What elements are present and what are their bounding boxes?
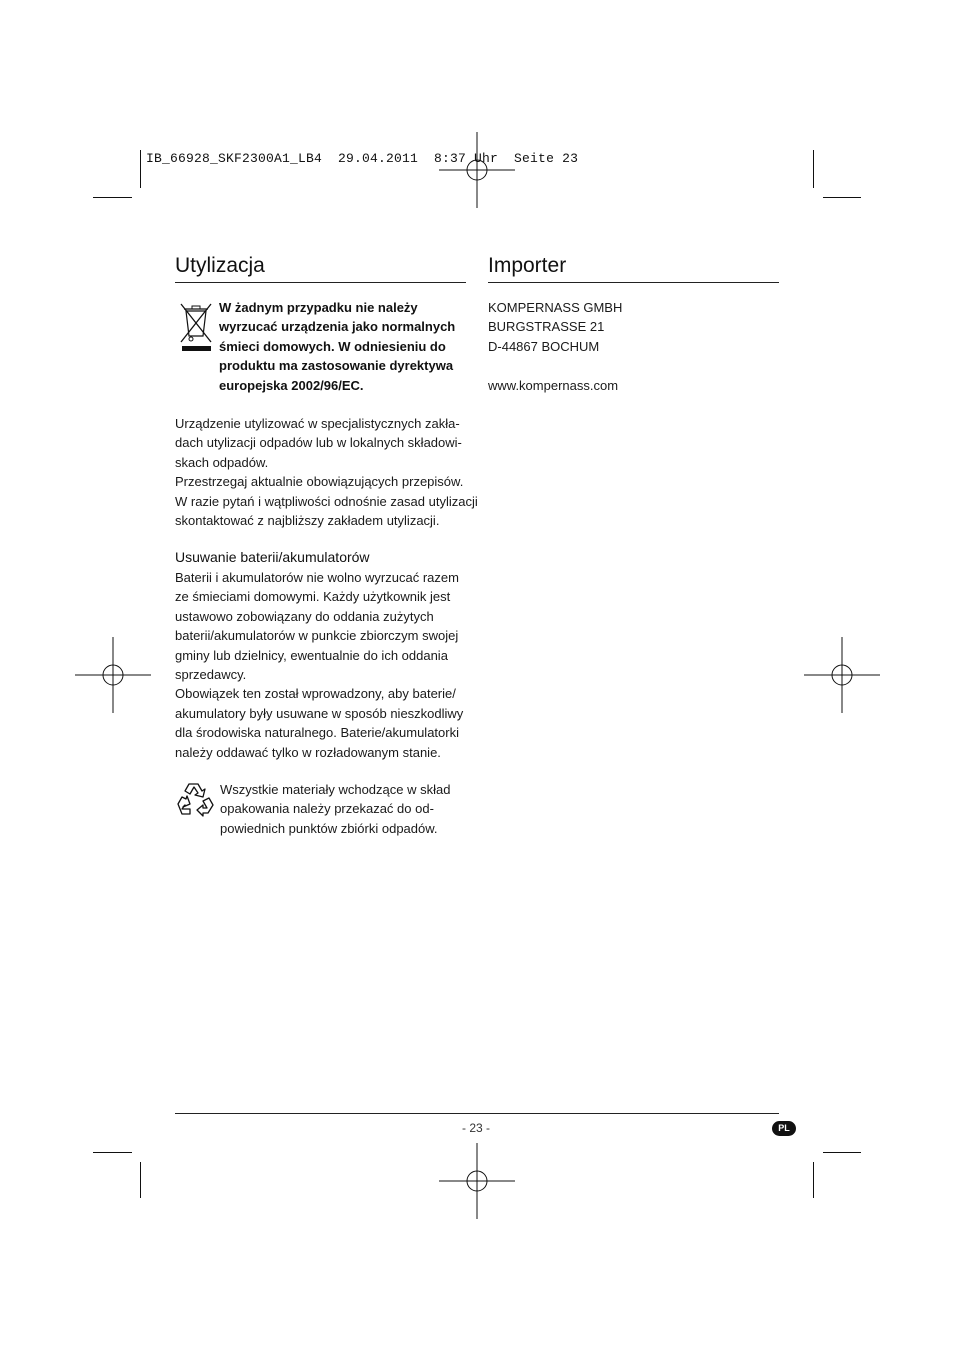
warning-line: europejska 2002/96/EC. bbox=[219, 377, 364, 393]
importer-website-link[interactable]: www.kompernass.com bbox=[488, 378, 619, 393]
paragraph-line: W razie pytań i wątpliwości odnośnie zasad utylizacji bbox=[175, 493, 478, 509]
registration-mark-icon bbox=[75, 637, 151, 713]
warning-line: W żadnym przypadku nie należy bbox=[219, 300, 418, 315]
warning-line: śmieci domowych. W odniesieniu do bbox=[219, 338, 446, 354]
address-line: KOMPERNASS GMBH bbox=[488, 300, 623, 315]
paragraph-line: skontaktować z najbliższy zakładem utylizacji. bbox=[175, 513, 440, 529]
paragraph-line: należy oddawać tylko w rozładowanym stanie. bbox=[175, 744, 441, 760]
paragraph-line: Przestrzegaj aktualnie obowiązujących przepisów. bbox=[175, 474, 464, 490]
battery-subheading: Usuwanie baterii/akumulatorów bbox=[175, 549, 370, 565]
footer-rule bbox=[175, 1113, 779, 1114]
battery-paragraph bbox=[175, 568, 463, 762]
registration-mark-icon bbox=[804, 637, 880, 713]
registration-mark-icon bbox=[439, 1143, 515, 1219]
section-heading-importer: Importer bbox=[488, 254, 567, 277]
crop-mark bbox=[813, 150, 814, 188]
heading-rule bbox=[488, 282, 779, 283]
paragraph-line: gminy lub dzielnicy, ewentualnie do ich oddania bbox=[175, 647, 448, 663]
paragraph-line: opakowania należy przekazać do od- bbox=[220, 801, 434, 817]
crop-mark bbox=[823, 1152, 861, 1153]
heading-rule bbox=[175, 282, 466, 283]
packaging-paragraph bbox=[220, 780, 450, 838]
crop-mark bbox=[93, 1152, 132, 1153]
crop-mark bbox=[93, 197, 132, 198]
paragraph-line: Baterii i akumulatorów nie wolno wyrzucać razem bbox=[175, 570, 459, 585]
paragraph-line: ustawowo zobowiązany do oddania zużytych bbox=[175, 608, 434, 624]
paragraph-line: Urządzenie utylizować w specjalistycznych zakła- bbox=[175, 416, 460, 431]
paragraph-line: sprzedawcy. bbox=[175, 667, 247, 683]
importer-address bbox=[488, 298, 622, 356]
address-line: BURGSTRASSE 21 bbox=[488, 319, 605, 335]
paragraph-line: powiednich punktów zbiórki odpadów. bbox=[220, 820, 438, 836]
registration-mark-icon bbox=[439, 132, 515, 208]
paragraph-line: Wszystkie materiały wchodzące w skład bbox=[220, 782, 451, 797]
page-number: - 23 - bbox=[462, 1121, 491, 1135]
crop-mark bbox=[823, 197, 861, 198]
paragraph-line: baterii/akumulatorów w punkcie zbiorczym swojej bbox=[175, 628, 459, 644]
paragraph-line: ze śmieciami domowymi. Każdy użytkownik jest bbox=[175, 589, 451, 605]
paragraph-line: dla środowiska naturalnego. Baterie/akumulatorki bbox=[175, 725, 459, 741]
print-header: IB_66928_SKF2300A1_LB4 29.04.2011 8:37 Uhr Seite 23 bbox=[146, 151, 579, 166]
disposal-paragraph bbox=[175, 414, 478, 530]
paragraph-line: Obowiązek ten został wprowadzony, aby baterie/ bbox=[175, 686, 456, 702]
address-line: D-44867 BOCHUM bbox=[488, 338, 600, 354]
crop-mark bbox=[813, 1162, 814, 1198]
warning-text bbox=[219, 298, 455, 395]
recycling-icon bbox=[175, 780, 215, 818]
paragraph-line: akumulatory były usuwane w sposób nieszkodliwy bbox=[175, 705, 464, 721]
crossed-out-bin-icon bbox=[178, 300, 214, 354]
crop-mark bbox=[140, 150, 141, 188]
language-badge: PL bbox=[772, 1121, 796, 1136]
crop-mark bbox=[140, 1162, 141, 1198]
warning-line: produktu ma zastosowanie dyrektywa bbox=[219, 358, 454, 374]
warning-line: wyrzucać urządzenia jako normalnych bbox=[219, 319, 456, 335]
paragraph-line: skach odpadów. bbox=[175, 454, 269, 470]
paragraph-line: dach utylizacji odpadów lub w lokalnych składowi- bbox=[175, 435, 462, 451]
section-heading-utylizacja: Utylizacja bbox=[175, 254, 265, 277]
